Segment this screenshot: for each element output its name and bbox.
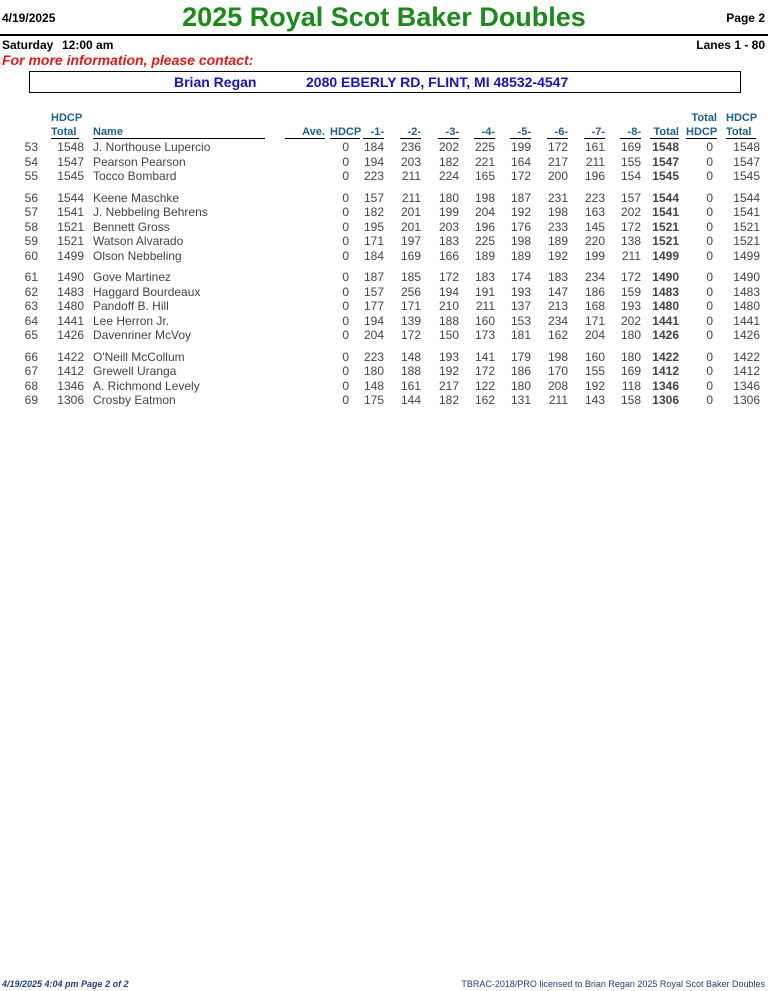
row-game-6: 198 [547,349,568,364]
row-game-5: 186 [510,364,531,378]
row-total: 1541 [652,205,679,219]
row-hdcp: 0 [342,248,349,263]
row-game-4: 211 [475,299,495,313]
row-game-1: 223 [363,349,384,364]
row-game-7: 211 [585,154,605,169]
row-game-6: 189 [547,234,568,248]
row-hdcp-total: 1483 [57,284,84,299]
row-game-2: 144 [400,393,421,407]
row-game-5: 193 [510,284,531,299]
row-name: Haggard Bourdeaux [93,284,201,299]
col-game-1: -1- [363,126,384,139]
row-game-2: 185 [400,270,421,284]
row-game-8: 211 [621,248,641,263]
row-game-3: 172 [438,270,459,284]
row-total-hdcp: 0 [706,169,713,183]
row-game-5: 199 [510,140,531,154]
row-game-7: 163 [584,205,605,219]
row-hdcp-total: 1544 [57,190,84,205]
row-game-6: 183 [547,270,568,284]
row-total-hdcp: 0 [706,299,713,313]
row-game-8: 158 [620,393,641,407]
row-hdcp-total: 1422 [57,349,84,364]
row-game-8: 172 [620,219,641,234]
row-rank: 61 [24,270,38,284]
row-rank: 63 [24,299,38,313]
row-game-8: 154 [620,169,641,183]
row-game-5: 164 [510,154,531,169]
row-rank: 55 [24,169,38,183]
row-game-8: 169 [620,364,641,378]
row-total: 1306 [652,393,679,407]
row-game-2: 197 [400,234,421,248]
row-game-3: 180 [438,190,459,205]
row-final-total: 1499 [733,248,760,263]
row-game-1: 184 [363,140,384,154]
row-game-4: 225 [474,234,495,248]
header-divider [0,34,768,36]
report-date: 4/19/2025 [2,11,56,25]
row-game-1: 157 [363,284,384,299]
row-final-total: 1306 [733,393,760,407]
row-game-6: 211 [548,393,568,407]
row-hdcp: 0 [342,349,349,364]
row-hdcp-total: 1480 [57,299,84,313]
row-name: Gove Martinez [93,270,172,284]
report-title: 2025 Royal Scot Baker Doubles [182,2,586,32]
row-final-total: 1521 [733,234,760,248]
row-name: Pandoff B. Hill [93,299,169,313]
row-hdcp: 0 [342,205,349,219]
row-hdcp: 0 [342,140,349,154]
row-game-6: 170 [547,364,568,378]
col-game-8: -8- [620,126,641,139]
row-game-3: 150 [438,328,459,342]
row-name: Keene Maschke [93,190,180,205]
row-total-hdcp: 0 [706,248,713,263]
row-game-5: 137 [510,299,531,313]
row-game-1: 175 [363,393,384,407]
row-total: 1544 [652,190,679,205]
row-game-4: 162 [474,393,495,407]
row-game-5: 198 [510,234,531,248]
row-game-1: 184 [363,248,384,263]
row-game-2: 171 [400,299,421,313]
row-game-2: 236 [400,140,421,154]
contact-address: 2080 EBERLY RD, FLINT, MI 48532-4547 [306,74,569,90]
row-hdcp-total: 1521 [57,219,84,234]
row-hdcp-total: 1346 [57,378,84,393]
row-total-hdcp: 0 [706,219,713,234]
row-game-6: 208 [547,378,568,393]
row-hdcp: 0 [342,284,349,299]
row-name: Tocco Bombard [93,169,177,183]
row-total-hdcp: 0 [706,349,713,364]
row-final-total: 1483 [733,284,760,299]
row-total-hdcp: 0 [706,190,713,205]
row-game-6: 200 [547,169,568,183]
row-hdcp: 0 [342,328,349,342]
row-game-4: 204 [474,205,495,219]
row-game-2: 211 [401,190,421,205]
row-game-8: 180 [620,349,641,364]
row-hdcp: 0 [342,154,349,169]
row-final-total: 1480 [733,299,760,313]
row-game-7: 145 [584,219,605,234]
row-game-1: 194 [363,313,384,328]
row-total: 1490 [652,270,679,284]
row-total: 1499 [652,248,679,263]
row-game-3: 194 [438,284,459,299]
contact-name: Brian Regan [174,74,257,90]
row-game-6: 162 [547,328,568,342]
row-total-hdcp: 0 [706,270,713,284]
row-game-7: 168 [584,299,605,313]
row-game-7: 143 [584,393,605,407]
row-hdcp: 0 [342,313,349,328]
row-game-6: 234 [547,313,568,328]
row-game-1: 194 [363,154,384,169]
row-name: Olson Nebbeling [93,248,182,263]
row-game-1: 157 [363,190,384,205]
event-time: 12:00 am [62,38,114,52]
row-hdcp-total: 1548 [57,140,84,154]
row-game-4: 196 [474,219,495,234]
row-total-hdcp: 0 [706,284,713,299]
row-game-7: 220 [584,234,605,248]
row-rank: 54 [24,154,38,169]
col-hdcp-total: Total [51,126,79,139]
row-name: J. Nebbeling Behrens [93,205,208,219]
row-total: 1521 [652,234,679,248]
row-name: Bennett Gross [93,219,170,234]
row-total: 1412 [652,364,679,378]
row-rank: 58 [24,219,38,234]
row-rank: 53 [24,140,38,154]
row-hdcp: 0 [342,219,349,234]
row-final-total: 1544 [733,190,760,205]
row-game-3: 166 [438,248,459,263]
row-game-2: 169 [400,248,421,263]
row-total-hdcp: 0 [706,154,713,169]
row-game-7: 223 [584,190,605,205]
row-hdcp: 0 [342,364,349,378]
row-game-7: 234 [584,270,605,284]
row-game-7: 155 [584,364,605,378]
row-name: J. Northouse Lupercio [93,140,211,154]
row-final-total: 1426 [733,328,760,342]
row-total-hdcp: 0 [706,313,713,328]
row-name: Lee Herron Jr. [93,313,170,328]
row-game-2: 211 [401,169,421,183]
row-game-6: 213 [547,299,568,313]
row-game-1: 187 [363,270,384,284]
row-game-7: 161 [584,140,605,154]
row-total: 1480 [652,299,679,313]
row-game-8: 202 [620,313,641,328]
row-game-1: 182 [363,205,384,219]
row-total-hdcp: 0 [706,205,713,219]
row-total-hdcp: 0 [706,364,713,378]
row-final-total: 1412 [733,364,760,378]
row-game-5: 131 [510,393,531,407]
row-game-4: 172 [474,364,495,378]
row-game-8: 193 [620,299,641,313]
row-total: 1545 [652,169,679,183]
row-total-hdcp: 0 [706,234,713,248]
row-game-7: 196 [584,169,605,183]
row-final-total: 1545 [733,169,760,183]
row-rank: 64 [24,313,38,328]
row-game-8: 169 [620,140,641,154]
row-total: 1422 [652,349,679,364]
row-game-7: 171 [584,313,605,328]
row-game-6: 192 [547,248,568,263]
row-game-1: 204 [363,328,384,342]
row-game-3: 210 [438,299,459,313]
row-game-8: 155 [620,154,641,169]
row-hdcp: 0 [342,270,349,284]
col-game-4: -4- [474,126,495,139]
row-game-4: 122 [474,378,495,393]
row-hdcp-total: 1490 [57,270,84,284]
row-name: Davenriner McVoy [93,328,192,342]
row-game-5: 180 [510,378,531,393]
col-game-6: -6- [547,126,568,139]
row-game-2: 148 [400,349,421,364]
row-total-hdcp: 0 [706,140,713,154]
row-hdcp-total: 1545 [57,169,84,183]
row-hdcp-total: 1306 [57,393,84,407]
row-name: Crosby Eatmon [93,393,176,407]
row-game-7: 160 [584,349,605,364]
row-game-2: 172 [400,328,421,342]
row-game-6: 233 [547,219,568,234]
row-total-hdcp: 0 [706,378,713,393]
row-hdcp: 0 [342,190,349,205]
row-rank: 62 [24,284,38,299]
row-game-4: 160 [474,313,495,328]
row-hdcp-total: 1499 [57,248,84,263]
row-game-8: 118 [621,378,641,393]
row-final-total: 1541 [733,205,760,219]
row-game-7: 186 [584,284,605,299]
row-game-3: 203 [438,219,459,234]
row-hdcp-total: 1521 [57,234,84,248]
row-game-4: 165 [474,169,495,183]
col-game-2: -2- [400,126,421,139]
col-hdcp: HDCP [330,126,362,138]
page-number: Page 2 [726,11,765,25]
row-game-4: 189 [474,248,495,263]
row-game-5: 153 [510,313,531,328]
row-game-4: 191 [474,284,495,299]
row-game-5: 192 [510,205,531,219]
row-game-7: 199 [584,248,605,263]
footer-timestamp: 4/19/2025 4:04 pm Page 2 of 2 [2,979,129,989]
row-name: A. Richmond Levely [93,378,200,393]
row-game-5: 179 [510,349,531,364]
row-game-4: 225 [474,140,495,154]
row-rank: 68 [24,378,38,393]
row-rank: 67 [24,364,38,378]
row-game-2: 203 [400,154,421,169]
row-total: 1521 [652,219,679,234]
row-hdcp-total: 1547 [57,154,84,169]
row-rank: 69 [24,393,38,407]
col-final-total: Total [726,126,756,139]
row-game-2: 201 [400,205,421,219]
row-game-5: 174 [510,270,531,284]
row-game-8: 157 [620,190,641,205]
row-hdcp-total: 1441 [57,313,84,328]
row-game-8: 172 [620,270,641,284]
row-rank: 66 [24,349,38,364]
row-final-total: 1548 [733,140,760,154]
row-final-total: 1521 [733,219,760,234]
row-game-1: 223 [363,169,384,183]
row-total: 1441 [652,313,679,328]
row-game-5: 181 [510,328,531,342]
row-game-5: 176 [510,219,531,234]
row-game-5: 187 [510,190,531,205]
contact-prompt: For more information, please contact: [2,52,254,68]
footer-license: TBRAC-2018/PRO licensed to Brian Regan 2025 Royal Scot Baker Doubles [461,979,765,989]
row-final-total: 1422 [733,349,760,364]
row-game-6: 147 [547,284,568,299]
row-game-2: 256 [400,284,421,299]
row-game-3: 193 [438,349,459,364]
row-game-8: 202 [620,205,641,219]
col-total: Total [650,126,679,139]
col-total-top: Total [691,112,717,124]
row-name: O'Neill McCollum [93,349,185,364]
row-game-8: 138 [620,234,641,248]
col-final-hdcp-top: HDCP [726,112,758,124]
row-hdcp-total: 1426 [57,328,84,342]
row-game-4: 141 [474,349,495,364]
row-game-8: 180 [620,328,641,342]
row-game-4: 183 [474,270,495,284]
row-final-total: 1441 [733,313,760,328]
row-hdcp: 0 [342,393,349,407]
row-total-hdcp: 0 [706,328,713,342]
row-total: 1548 [652,140,679,154]
row-game-3: 199 [438,205,459,219]
row-game-5: 172 [510,169,531,183]
col-hdcp-top: HDCP [51,112,83,124]
event-day: Saturday [2,38,54,52]
row-final-total: 1346 [733,378,760,393]
row-game-4: 173 [474,328,495,342]
col-game-5: -5- [510,126,531,139]
row-game-6: 172 [547,140,568,154]
row-game-3: 188 [438,313,459,328]
row-total: 1547 [652,154,679,169]
row-game-1: 171 [363,234,384,248]
col-name: Name [93,126,265,139]
row-rank: 56 [24,190,38,205]
col-game-7: -7- [584,126,605,139]
row-game-3: 202 [438,140,459,154]
row-game-2: 139 [400,313,421,328]
row-game-5: 189 [510,248,531,263]
row-game-1: 148 [363,378,384,393]
row-rank: 65 [24,328,38,342]
lanes-range: Lanes 1 - 80 [696,38,765,52]
row-hdcp: 0 [342,378,349,393]
row-game-1: 177 [363,299,384,313]
row-game-1: 195 [363,219,384,234]
row-game-4: 221 [474,154,495,169]
row-total-hdcp: 0 [706,393,713,407]
row-game-3: 182 [438,154,459,169]
row-game-3: 183 [438,234,459,248]
col-average: Ave. [285,126,325,139]
row-rank: 60 [24,248,38,263]
row-game-6: 231 [547,190,568,205]
row-total: 1426 [652,328,679,342]
row-final-total: 1490 [733,270,760,284]
row-game-2: 161 [400,378,421,393]
row-game-3: 217 [438,378,459,393]
row-game-3: 192 [438,364,459,378]
row-game-7: 192 [584,378,605,393]
row-game-1: 180 [363,364,384,378]
row-hdcp-total: 1412 [57,364,84,378]
row-rank: 57 [24,205,38,219]
row-final-total: 1547 [733,154,760,169]
row-game-7: 204 [584,328,605,342]
row-name: Pearson Pearson [93,154,186,169]
row-total: 1346 [652,378,679,393]
row-rank: 59 [24,234,38,248]
row-game-2: 188 [400,364,421,378]
row-game-2: 201 [400,219,421,234]
row-name: Watson Alvarado [93,234,184,248]
col-game-3: -3- [438,126,459,139]
row-total: 1483 [652,284,679,299]
row-name: Grewell Uranga [93,364,177,378]
row-game-6: 198 [547,205,568,219]
row-game-8: 159 [620,284,641,299]
row-hdcp: 0 [342,234,349,248]
col-total-hdcp: HDCP [686,126,718,138]
row-game-6: 217 [547,154,568,169]
row-hdcp-total: 1541 [57,205,84,219]
row-game-3: 224 [438,169,459,183]
row-game-3: 182 [438,393,459,407]
row-hdcp: 0 [342,169,349,183]
row-game-4: 198 [474,190,495,205]
row-hdcp: 0 [342,299,349,313]
